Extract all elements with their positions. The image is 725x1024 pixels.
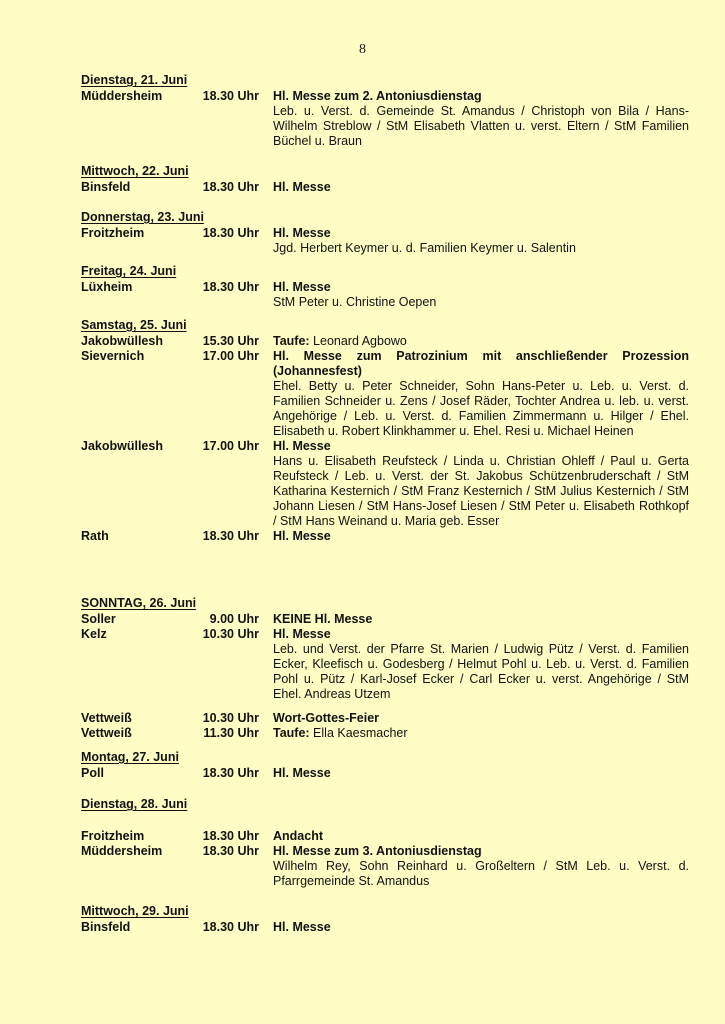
day-header: Samstag, 25. Juni [81, 318, 187, 332]
service-entry [81, 829, 701, 844]
service-place: Sievernich [81, 349, 145, 363]
day-header: Mittwoch, 22. Juni [81, 164, 189, 178]
service-entry [81, 89, 701, 149]
day-block [81, 208, 701, 256]
service-entry [81, 349, 701, 439]
service-place: Müddersheim [81, 844, 163, 858]
service-intentions: Wilhelm Rey, Sohn Reinhard u. Großeltern / StM Leb. u. Verst. d. Pfarrgemeinde St. Amandus [273, 859, 689, 888]
service-entry [81, 711, 701, 726]
day-block [81, 594, 701, 741]
day-block [81, 795, 701, 889]
service-time: 18.30 Uhr [202, 529, 259, 543]
day-block [81, 162, 701, 195]
day-block [81, 748, 701, 781]
service-place: Müddersheim [81, 89, 163, 103]
service-time: 10.30 Uhr [202, 711, 259, 725]
service-time: 15.30 Uhr [202, 334, 259, 348]
service-place: Binsfeld [81, 180, 131, 194]
day-block [81, 316, 701, 544]
service-entry [81, 439, 701, 529]
service-time: 11.30 Uhr [203, 726, 259, 740]
service-time: 18.30 Uhr [202, 89, 259, 103]
service-entry [81, 180, 701, 195]
service-time: 18.30 Uhr [202, 280, 259, 294]
service-time: 10.30 Uhr [202, 627, 259, 641]
service-intentions: Leb. u. Verst. d. Gemeinde St. Amandus / Christoph von Bila / Hans-Wilhelm Streblow / StM Elisabeth Vlatten u. verst. Eltern / StM Familien Büchel u. Braun [273, 104, 689, 148]
service-time: 18.30 Uhr [202, 844, 259, 858]
service-title: Wort-Gottes-Feier [273, 711, 380, 725]
service-title-label: Taufe: [273, 726, 310, 740]
service-time: 18.30 Uhr [202, 829, 259, 843]
service-title: Hl. Messe [273, 439, 331, 453]
service-title: Hl. Messe [273, 280, 331, 294]
service-time: 18.30 Uhr [202, 226, 259, 240]
service-title-label: Taufe: [273, 334, 310, 348]
service-title: Hl. Messe [273, 529, 331, 543]
service-title: Hl. Messe [273, 627, 331, 641]
service-place: Vettweiß [81, 726, 132, 740]
service-title: Hl. Messe [273, 766, 331, 780]
service-time: 17.00 Uhr [202, 349, 259, 363]
day-block [81, 902, 701, 935]
service-time: 18.30 Uhr [202, 920, 259, 934]
service-intentions: Ehel. Betty u. Peter Schneider, Sohn Hans-Peter u. Leb. u. Verst. d. Familien Schneider u. Zens / Josef Räder, Tochter Andrea u. leb. u. verst. Angehörige / Leb. u. Verst. d. Familien Zimmermann u. Hilger / Ehel. Elisabeth u. Robert Klinkhammer u. Ehel. Resi u. Michael Heinen [273, 379, 689, 438]
day-header: Dienstag, 28. Juni [81, 797, 188, 811]
service-place: Soller [81, 612, 116, 626]
service-intentions: StM Peter u. Christine Oepen [273, 295, 437, 309]
service-entry [81, 627, 701, 702]
service-place: Jakobwüllesh [81, 439, 163, 453]
service-entry [81, 920, 701, 935]
service-title: KEINE Hl. Messe [273, 612, 373, 626]
day-header: SONNTAG, 26. Juni [81, 596, 197, 610]
service-title: Hl. Messe zum 3. Antoniusdienstag [273, 844, 482, 858]
service-entry [81, 334, 701, 349]
day-header: Mittwoch, 29. Juni [81, 904, 189, 918]
service-place: Jakobwüllesh [81, 334, 163, 348]
service-time: 9.00 Uhr [209, 612, 259, 626]
service-entry [81, 280, 701, 310]
service-title: Hl. Messe [273, 180, 331, 194]
day-header: Montag, 27. Juni [81, 750, 179, 764]
day-header: Dienstag, 21. Juni [81, 73, 188, 87]
service-title: Andacht [273, 829, 323, 843]
service-title: Hl. Messe [273, 920, 331, 934]
service-place: Froitzheim [81, 829, 145, 843]
service-place: Lüxheim [81, 280, 133, 294]
service-title: Hl. Messe [273, 226, 331, 240]
service-intentions: Hans u. Elisabeth Reufsteck / Linda u. Christian Ohleff / Paul u. Gerta Reufsteck / Leb. u. Verst. der St. Jakobus Schützenbruderschaft / StM Katharina Kesternich / StM Franz Kesternich / StM Julius Kesternich / StM Johann Liesen / StM Hans-Josef Liesen / StM Peter u. Elisabeth Rothkopf / StM Hans Weinand u. Maria geb. Esser [273, 454, 689, 528]
service-place: Poll [81, 766, 104, 780]
service-title: Hl. Messe zum 2. Antoniusdienstag [273, 89, 482, 103]
service-title-value: Leonard Agbowo [309, 334, 407, 348]
service-place: Kelz [81, 627, 107, 641]
service-entry [81, 529, 701, 544]
service-time: 17.00 Uhr [202, 439, 259, 453]
service-time: 18.30 Uhr [202, 180, 259, 194]
service-intentions: Leb. und Verst. der Pfarre St. Marien / Ludwig Pütz / Verst. d. Familien Ecker, Kleefisch u. Godesberg / Helmut Pohl u. Leb. u. Verst. d. Familien Pohl u. Pütz / Karl-Josef Ecker / Carl Ecker u. verst. Angehörige / StM Ehel. Andreas Utzem [273, 642, 689, 701]
day-block [81, 262, 701, 310]
service-place: Vettweiß [81, 711, 132, 725]
service-title-value: Ella Kaesmacher [309, 726, 408, 740]
service-place: Binsfeld [81, 920, 131, 934]
service-entry [81, 844, 701, 889]
page-number: 8 [359, 42, 366, 57]
service-entry [81, 766, 701, 781]
service-title: Hl. Messe zum Patrozinium mit anschließender Prozession (Johannesfest) [273, 349, 689, 378]
service-title [273, 334, 689, 349]
service-place: Froitzheim [81, 226, 145, 240]
day-header: Donnerstag, 23. Juni [81, 210, 204, 224]
service-title [273, 726, 689, 741]
service-entry [81, 226, 701, 256]
service-time: 18.30 Uhr [202, 766, 259, 780]
service-intentions: Jgd. Herbert Keymer u. d. Familien Keymer u. Salentin [273, 241, 576, 255]
service-entry [81, 726, 701, 741]
day-header: Freitag, 24. Juni [81, 264, 177, 278]
day-block [81, 71, 701, 149]
service-place: Rath [81, 529, 109, 543]
service-entry [81, 612, 701, 627]
